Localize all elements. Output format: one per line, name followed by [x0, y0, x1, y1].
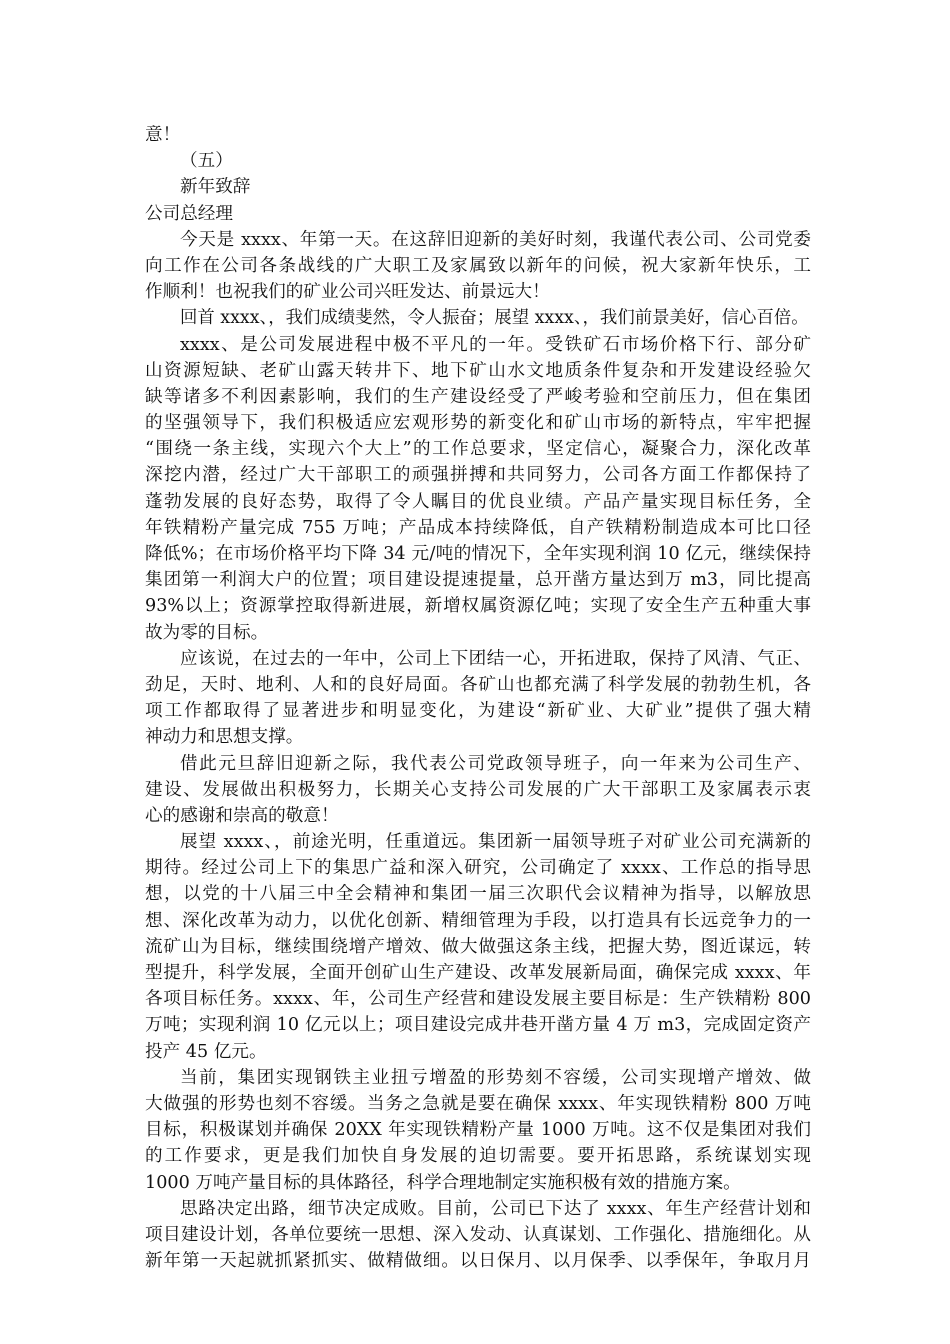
text-line: 建设、发展做出积极努力，长期关心支持公司发展的广大干部职工及家属表示衷 [145, 779, 811, 800]
text-line: 作顺利！也祝我们的矿业公司兴旺发达、前景远大！ [145, 282, 550, 303]
text-line: “围绕一条主线，实现六个大上”的工作总要求，坚定信心，凝聚合力，深化改革 [145, 439, 811, 460]
text-line: 蓬勃发展的良好态势，取得了令人瞩目的优良业绩。产品产量实现目标任务，全 [145, 491, 811, 512]
text-line: 投产 45 亿元。 [145, 1041, 267, 1062]
text-line: 大做强的形势也刻不容缓。当务之急就是要在确保 xxxx、年实现铁精粉 800 万吨 [145, 1093, 811, 1114]
text-line: 今天是 xxxx、年第一天。在这辞旧迎新的美好时刻，我谨代表公司、公司党委 [180, 229, 811, 250]
text-line: 借此元旦辞旧迎新之际，我代表公司党政领导班子，向一年来为公司生产、 [180, 753, 811, 774]
text-line: 的工作要求，更是我们加快自身发展的迫切需要。要开拓思路，系统谋划实现 [145, 1146, 811, 1167]
text-line: 公司总经理 [145, 203, 233, 224]
text-line: 型提升，科学发展，全面开创矿山生产建设、改革发展新局面，确保完成 xxxx、年 [145, 963, 811, 983]
text-line: 流矿山为目标，继续围绕增产增效、做大做强这条主线，把握大势，图近谋远，转 [145, 936, 811, 957]
text-line: 当前，集团实现钢铁主业扭亏增盈的形势刻不容缓，公司实现增产增效、做 [180, 1067, 811, 1088]
text-line: 1000 万吨产量目标的具体路径，科学合理地制定实施积极有效的措施方案。 [145, 1172, 741, 1193]
text-line: 劲足，天时、地利、人和的良好局面。各矿山也都充满了科学发展的勃勃生机，各 [145, 674, 811, 695]
document-page [145, 122, 811, 1274]
text-line: 回首 xxxx、，我们成绩斐然，令人振奋；展望 xxxx、，我们前景美好，信心百倍。 [180, 308, 809, 329]
text-line: 故为零的目标。 [145, 622, 269, 643]
text-line: 深挖内潜，经过广大干部职工的顽强拼搏和共同努力，公司各方面工作都保持了 [145, 465, 811, 486]
text-line: 期待。经过公司上下的集思广益和深入研究，公司确定了 xxxx、工作总的指导思 [145, 858, 811, 879]
text-line: 向工作在公司各条战线的广大职工及家属致以新年的问候，祝大家新年快乐，工 [145, 255, 811, 276]
text-line: 的坚强领导下，我们积极适应宏观形势的新变化和矿山市场的新特点，牢牢把握 [145, 413, 811, 434]
text-line: 项工作都取得了显著进步和明显变化，为建设“新矿业、大矿业”提供了强大精 [145, 701, 811, 722]
text-line: xxxx、是公司发展进程中极不平凡的一年。受铁矿石市场价格下行、部分矿 [180, 334, 811, 355]
text-line: 新年致辞 [180, 177, 251, 198]
text-line: 各项目标任务。xxxx、年，公司生产经营和建设发展主要目标是：生产铁精粉 800 [145, 989, 811, 1010]
text-line: 思路决定出路，细节决定成败。目前，公司已下达了 xxxx、年生产经营计划和 [180, 1198, 811, 1219]
text-line: 降低%；在市场价格平均下降 34 元/吨的情况下，全年实现利润 10 亿元，继续保持 [145, 544, 811, 564]
text-line: 心的感谢和崇高的敬意！ [145, 805, 339, 826]
text-line: 万吨；实现利润 10 亿元以上；项目建设完成井巷开凿方量 4 万 m3，完成固定资产 [145, 1015, 811, 1036]
text-line: 想、深化改革为动力，以优化创新、精细管理为手段，以打造具有长远竞争力的一 [145, 910, 811, 931]
text-line: 神动力和思想支撑。 [145, 727, 304, 748]
text-line: 目标，积极谋划并确保 20XX 年实现铁精粉产量 1000 万吨。这不仅是集团对我们 [145, 1120, 811, 1141]
text-line: 项目建设计划，各单位要统一思想、深入发动、认真谋划、工作强化、措施细化。从 [145, 1224, 811, 1245]
text-line: 新年第一天起就抓紧抓实、做精做细。以日保月、以月保季、以季保年，争取月月 [145, 1251, 811, 1272]
text-line: 想，以党的十八届三中全会精神和集团一届三次职代会议精神为指导，以解放思 [145, 884, 811, 905]
text-line: （五） [180, 151, 233, 172]
text-line: 意！ [145, 125, 181, 145]
text-line: 年铁精粉产量完成 755 万吨；产品成本持续降低，自产铁精粉制造成本可比口径 [145, 517, 811, 538]
text-line: 山资源短缺、老矿山露天转井下、地下矿山水文地质条件复杂和开发建设经验欠 [145, 360, 811, 381]
text-line: 应该说，在过去的一年中，公司上下团结一心，开拓进取，保持了风清、气正、 [180, 648, 811, 669]
text-line: 展望 xxxx、，前途光明，任重道远。集团新一届领导班子对矿业公司充满新的 [180, 832, 811, 853]
text-line: 集团第一利润大户的位置；项目建设提速提量，总开凿方量达到万 m3，同比提高 [145, 570, 811, 591]
text-line: 93%以上；资源掌控取得新进展，新增权属资源亿吨；实现了安全生产五种重大事 [145, 596, 811, 617]
text-line: 缺等诸多不利因素影响，我们的生产建设经受了严峻考验和空前压力，但在集团 [145, 386, 811, 407]
